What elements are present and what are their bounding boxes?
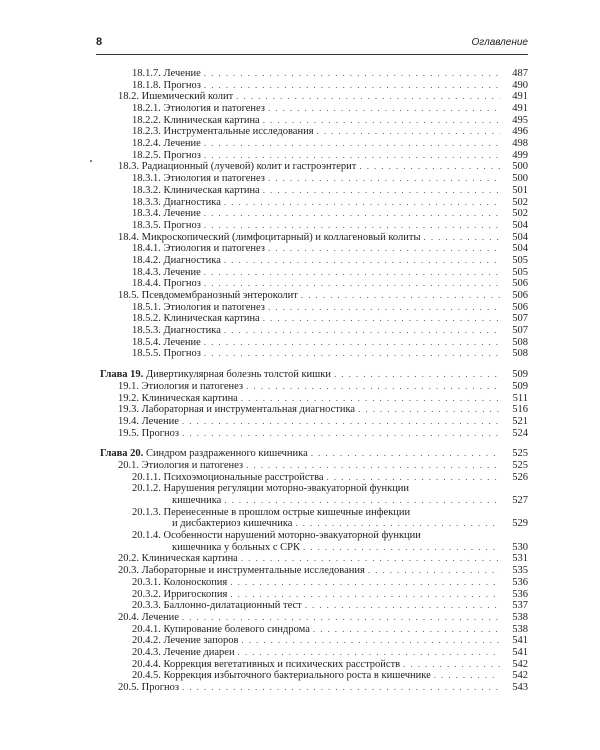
chapter-label: Глава 19.: [100, 369, 144, 381]
toc-entry[interactable]: [100, 381, 528, 393]
toc-entry-title: 18.2.1. Этиология и патогенез: [132, 103, 265, 115]
dot-leader: [241, 393, 500, 405]
dot-leader: [334, 369, 500, 381]
toc-entry-title: 18.3.5. Прогноз: [132, 219, 201, 231]
toc-page-number: 524: [512, 427, 528, 439]
toc-entry[interactable]: [100, 68, 528, 80]
toc-page-number: 499: [512, 149, 528, 161]
toc-entry[interactable]: [100, 232, 528, 244]
toc-entry-title: 18.3. Радиационный (лучевой) колит и гастроэнтерит: [118, 161, 357, 173]
toc-page-number: 537: [512, 600, 528, 612]
toc-entry[interactable]: [100, 267, 528, 279]
dot-leader: [241, 635, 500, 647]
toc-page-number: 500: [512, 161, 528, 173]
toc-chapter[interactable]: [100, 369, 528, 381]
dot-leader: [204, 278, 500, 290]
toc-page-number: 506: [512, 290, 528, 302]
toc-entry-title: 20.3.2. Ирригоскопия: [132, 588, 228, 600]
toc-page-number: 507: [512, 325, 528, 337]
toc-entry-title: 18.3.1. Этиология и патогенез: [132, 173, 265, 185]
dot-leader: [182, 612, 500, 624]
toc-page-number: 505: [512, 266, 528, 278]
dot-leader: [241, 553, 500, 565]
toc-page-number: 504: [512, 231, 528, 243]
toc-entry-title: 18.1.7. Лечение: [132, 67, 201, 79]
toc-page-number: 506: [512, 301, 528, 313]
toc-entry[interactable]: [100, 138, 528, 150]
toc-entry-title: 18.5.3. Диагностика: [132, 325, 221, 337]
dot-leader: [359, 161, 500, 173]
toc-entry-title: 20.3. Лабораторные и инструментальные исследования: [118, 565, 365, 577]
dot-leader: [368, 565, 500, 577]
toc-entry-title: 18.4.4. Прогноз: [132, 278, 201, 290]
dot-leader: [268, 173, 500, 185]
toc-entry-title: 20.1. Этиология и патогенез: [118, 459, 244, 471]
dot-leader: [246, 381, 500, 393]
toc-entry-title: 18.5.4. Лечение: [132, 336, 201, 348]
dot-leader: [224, 255, 500, 267]
toc-chapter[interactable]: [100, 448, 528, 460]
dot-leader: [434, 670, 500, 682]
toc-page-number: 542: [512, 658, 528, 670]
dot-leader: [263, 313, 500, 325]
dot-leader: [204, 267, 500, 279]
toc-page-number: 504: [512, 243, 528, 255]
toc-page-number: 491: [512, 103, 528, 115]
toc-page-number: 541: [512, 635, 528, 647]
toc-entry[interactable]: [100, 647, 528, 659]
toc-page-number: 521: [512, 415, 528, 427]
toc-entry[interactable]: [100, 472, 528, 484]
dot-leader: [230, 577, 500, 589]
dot-leader: [305, 600, 500, 612]
toc-page-number: 509: [512, 369, 528, 381]
dot-leader: [204, 220, 500, 232]
toc-entry[interactable]: [100, 483, 528, 506]
toc-entry-title: 18.5.1. Этиология и патогенез: [132, 301, 265, 313]
toc-page-number: 495: [512, 114, 528, 126]
toc-page-number: 507: [512, 313, 528, 325]
toc-entry[interactable]: [100, 150, 528, 162]
toc-entry-title: 20.4.4. Коррекция вегетативных и психических расстройств: [132, 658, 401, 670]
toc-entry-title: 18.5.5. Прогноз: [132, 348, 201, 360]
toc-entry[interactable]: [100, 554, 528, 566]
toc-page-number: 525: [512, 448, 528, 460]
toc-page-number: 506: [512, 278, 528, 290]
toc-entry-title: 20.5. Прогноз: [118, 682, 180, 694]
dot-leader: [295, 518, 500, 530]
toc-page-number: 530: [512, 541, 528, 553]
toc-entry[interactable]: [100, 393, 528, 405]
dot-leader: [204, 337, 500, 349]
toc-page-number: 496: [512, 126, 528, 138]
toc-entry[interactable]: [100, 208, 528, 220]
toc-page-number: 511: [512, 392, 528, 404]
toc-page-number: 543: [512, 682, 528, 694]
toc-page-number: 508: [512, 348, 528, 360]
toc-entry[interactable]: [100, 302, 528, 314]
toc-page-number: 527: [512, 495, 528, 507]
toc-entry-title: 18.4. Микроскопический (лимфоцитарный) и коллагеновый колиты: [118, 231, 421, 243]
toc-entry-title: 18.2.3. Инструментальные исследования: [132, 126, 314, 138]
dot-leader: [424, 232, 500, 244]
toc-entry[interactable]: [100, 682, 528, 694]
toc-entry[interactable]: [100, 243, 528, 255]
page-header: [96, 36, 528, 54]
toc-entry[interactable]: [100, 635, 528, 647]
dot-leader: [204, 150, 500, 162]
toc-entry-title: 18.3.2. Клиническая картина: [132, 184, 260, 196]
toc-entry[interactable]: [100, 115, 528, 127]
toc-entry-title: 20.4.5. Коррекция избыточного бактериального роста в кишечнике: [132, 670, 431, 682]
toc-entry[interactable]: [100, 185, 528, 197]
toc-entry-title: 18.3.3. Диагностика: [132, 196, 221, 208]
toc-entry-title: 20.1.4. Особенности нарушений моторно-эвакуаторной функции: [132, 530, 421, 542]
toc-entry[interactable]: [100, 162, 528, 174]
dot-leader: [204, 348, 500, 360]
dot-leader: [224, 495, 500, 507]
toc-page-number: 502: [512, 208, 528, 220]
toc-entry-title: 18.3.4. Лечение: [132, 208, 201, 220]
toc-entry-title: 19.1. Этиология и патогенез: [118, 380, 244, 392]
toc-entry[interactable]: [100, 173, 528, 185]
toc-entry[interactable]: [100, 530, 528, 553]
toc-page-number: 538: [512, 623, 528, 635]
toc-entry-title: 18.5. Псевдомембранозный энтероколит: [118, 290, 298, 302]
toc-entry-title: 18.2.2. Клиническая картина: [132, 114, 260, 126]
toc-entry[interactable]: [100, 404, 528, 416]
toc-page-number: 501: [512, 184, 528, 196]
toc-entry[interactable]: [100, 659, 528, 671]
toc-page-number: 541: [512, 646, 528, 658]
toc-entry-title: 20.1.1. Психоэмоциональные расстройства: [132, 471, 324, 483]
toc-entry-title: 18.1.8. Прогноз: [132, 79, 201, 91]
dot-leader: [263, 115, 500, 127]
toc-entry-title: 18.4.1. Этиология и патогенез: [132, 243, 265, 255]
dot-leader: [358, 404, 500, 416]
toc-page-number: 538: [512, 611, 528, 623]
dot-leader: [182, 416, 500, 428]
dot-leader: [268, 302, 500, 314]
toc-entry[interactable]: [100, 255, 528, 267]
toc-page-number: 529: [512, 518, 528, 530]
dot-leader: [182, 428, 500, 440]
toc-page-number: 526: [512, 471, 528, 483]
dot-leader: [224, 197, 500, 209]
dot-leader: [301, 290, 500, 302]
toc-entry-title: 20.3.1. Колоноскопия: [132, 576, 228, 588]
toc-entry-title: 20.4.1. Купирование болевого синдрома: [132, 623, 310, 635]
stray-mark: [90, 160, 92, 162]
header-rule: [96, 54, 528, 55]
toc-entry[interactable]: [100, 313, 528, 325]
toc-entry[interactable]: [100, 612, 528, 624]
dot-leader: [204, 208, 500, 220]
chapter-label: Глава 20.: [100, 448, 144, 460]
toc-page-number: 505: [512, 254, 528, 266]
toc-entry-title: 20.1.2. Нарушения регуляции моторно-эвакуаторной функции: [132, 483, 410, 495]
toc-entry-title: 19.5. Прогноз: [118, 427, 180, 439]
toc-entry-title: 18.5.2. Клиническая картина: [132, 313, 260, 325]
toc-page-number: 542: [512, 670, 528, 682]
dot-leader: [246, 460, 500, 472]
toc-entry[interactable]: [100, 220, 528, 232]
dot-leader: [204, 80, 500, 92]
toc-page-number: 504: [512, 219, 528, 231]
toc-page-number: 490: [512, 79, 528, 91]
toc-entry[interactable]: [100, 91, 528, 103]
toc-page-number: 502: [512, 196, 528, 208]
toc-entry-title: 20.3.3. Баллонно-дилатационный тест: [132, 600, 302, 612]
toc-page-number: 491: [512, 91, 528, 103]
toc-entry-title: 20.4.2. Лечение запоров: [132, 635, 239, 647]
toc-entry-title-cont: кишечника: [172, 495, 222, 507]
dot-leader: [311, 448, 500, 460]
toc-entry-title-cont: и дисбактериоз кишечника: [172, 518, 293, 530]
dot-leader: [403, 659, 500, 671]
toc-entry-title-cont: кишечника у больных с СРК: [172, 541, 300, 553]
toc-entry[interactable]: [100, 577, 528, 589]
toc-page-number: 487: [512, 67, 528, 79]
toc-entry-title: 19.4. Лечение: [118, 415, 179, 427]
toc-entry[interactable]: [100, 416, 528, 428]
toc-entry-title: 18.2. Ишемический колит: [118, 91, 234, 103]
chapter-title: Синдром раздраженного кишечника: [145, 448, 308, 460]
toc-entry[interactable]: [100, 600, 528, 612]
toc-entry[interactable]: [100, 624, 528, 636]
toc-page-number: 536: [512, 576, 528, 588]
dot-leader: [230, 589, 500, 601]
toc-entry-title: 20.2. Клиническая картина: [118, 553, 238, 565]
dot-leader: [238, 647, 500, 659]
dot-leader: [182, 682, 500, 694]
chapter-title: Дивертикулярная болезнь толстой кишки: [145, 369, 331, 381]
dot-leader: [327, 472, 500, 484]
dot-leader: [268, 103, 500, 115]
toc-page-number: 509: [512, 380, 528, 392]
toc-entry-title: 20.4.3. Лечение диареи: [132, 646, 235, 658]
toc-entry[interactable]: [100, 103, 528, 115]
toc-entry[interactable]: [100, 507, 528, 530]
toc-entry[interactable]: [100, 670, 528, 682]
toc-page-number: 535: [512, 565, 528, 577]
toc-entry[interactable]: [100, 428, 528, 440]
toc-entry-title: 19.3. Лабораторная и инструментальная диагностика: [118, 404, 356, 416]
toc-entry-title: 20.1.3. Перенесенные в прошлом острые кишечные инфекции: [132, 506, 411, 518]
toc-entry[interactable]: [100, 337, 528, 349]
toc-entry[interactable]: [100, 349, 528, 361]
dot-leader: [224, 325, 500, 337]
table-of-contents: [100, 68, 528, 694]
toc-entry-title: 20.4. Лечение: [118, 611, 179, 623]
toc-page-number: 516: [512, 404, 528, 416]
toc-entry[interactable]: [100, 278, 528, 290]
dot-leader: [303, 542, 500, 554]
toc-entry[interactable]: [100, 126, 528, 138]
dot-leader: [268, 243, 500, 255]
running-title: Оглавление: [471, 37, 528, 48]
toc-entry-title: 18.2.5. Прогноз: [132, 149, 201, 161]
toc-entry-title: 18.4.2. Диагностика: [132, 254, 221, 266]
dot-leader: [263, 185, 500, 197]
toc-page-number: 500: [512, 173, 528, 185]
dot-leader: [313, 624, 500, 636]
dot-leader: [204, 68, 500, 80]
toc-entry-title: 18.4.3. Лечение: [132, 266, 201, 278]
toc-entry[interactable]: [100, 197, 528, 209]
dot-leader: [204, 138, 500, 150]
dot-leader: [317, 126, 500, 138]
toc-page-number: 498: [512, 138, 528, 150]
toc-page-number: 536: [512, 588, 528, 600]
toc-entry[interactable]: [100, 565, 528, 577]
toc-page-number: 525: [512, 459, 528, 471]
toc-entry[interactable]: [100, 460, 528, 472]
page-number: 8: [96, 36, 103, 48]
toc-entry[interactable]: [100, 325, 528, 337]
dot-leader: [236, 91, 500, 103]
toc-entry-title: 19.2. Клиническая картина: [118, 392, 238, 404]
toc-entry[interactable]: [100, 290, 528, 302]
toc-entry[interactable]: [100, 589, 528, 601]
toc-page-number: 508: [512, 336, 528, 348]
toc-page-number: 531: [512, 553, 528, 565]
toc-entry-title: 18.2.4. Лечение: [132, 138, 201, 150]
toc-entry[interactable]: [100, 80, 528, 92]
